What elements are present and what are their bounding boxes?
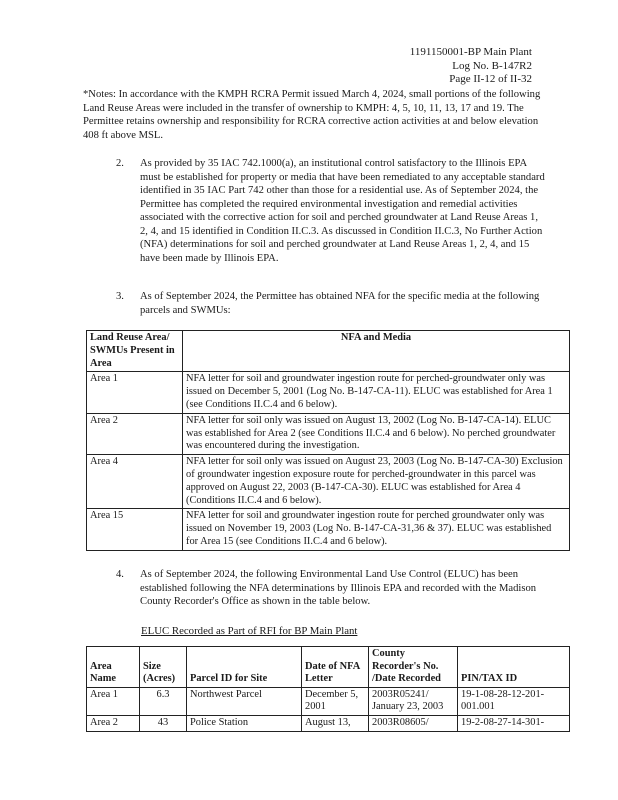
column-header: Area Name <box>87 647 140 688</box>
nfa-cell: NFA letter for soil and groundwater ingestion route for perched-groundwater only was issued on December 5, 2001 (Log No. B-147-CA-11). ELUC was established for Area 1 (see Conditions II.C.4 and 6 below). <box>183 372 570 413</box>
item-text: As provided by 35 IAC 742.1000(a), an institutional control satisfactory to the Illinois EPA must be established for property or media that have been remediated to any acceptable standard identified in 35 IAC Part 742 other than those for a residential use. As of September 2024, the Permittee has completed the required environmental investigation and remedial activities associated with the corrective action for soil and perched groundwater at Land Reuse Areas 1, 2, 4, and 15 identified in Condition II.C.3. As discussed in Condition II.C.3, No Further Action (NFA) determinations for soil and perched groundwater at Land Reuse Areas 1, 2, 4, and 15 have been made by Illinois EPA. <box>140 158 545 264</box>
page-header <box>410 46 532 87</box>
table-row <box>87 509 570 550</box>
area-cell: Area 2 <box>87 715 140 731</box>
table-row <box>87 413 570 454</box>
log-number: Log No. B-147R2 <box>452 59 532 72</box>
area-cell: Area 2 <box>87 413 183 454</box>
area-cell: Area 4 <box>87 455 183 509</box>
parcel-cell: Police Station <box>187 715 302 731</box>
item-number: 3. <box>116 291 124 302</box>
pin-cell: 19-1-08-28-12-201-001.001 <box>458 687 570 715</box>
area-cell: Area 1 <box>87 372 183 413</box>
size-cell: 6.3 <box>140 687 187 715</box>
column-header: Parcel ID for Site <box>187 647 302 688</box>
table-header-row <box>87 331 570 372</box>
nfa-table <box>86 330 570 551</box>
item-number: 2. <box>116 158 124 169</box>
column-header: Size (Acres) <box>140 647 187 688</box>
parcel-cell: Northwest Parcel <box>187 687 302 715</box>
table-row <box>87 687 570 715</box>
area-cell: Area 1 <box>87 687 140 715</box>
item-text: As of September 2024, the following Environmental Land Use Control (ELUC) has been established following the NFA determinations by Illinois EPA and recorded with the Madison County Recorder's Office as shown in the table below. <box>140 569 537 607</box>
item-text: As of September 2024, the Permittee has obtained NFA for the specific media at the following parcels and SWMUs: <box>140 291 540 316</box>
column-header: PIN/TAX ID <box>458 647 570 688</box>
table-row <box>87 715 570 731</box>
size-cell: 43 <box>140 715 187 731</box>
nfa-cell: NFA letter for soil and groundwater ingestion route for perched groundwater only was issued on November 19, 2003 (Log No. B-147-CA-31,36 & 37). ELUC was established for Area 15 (see Conditions II.C.4 and 6 below). <box>183 509 570 550</box>
column-header: Land Reuse Area/ SWMUs Present in Area <box>87 331 183 372</box>
eluc-table <box>86 646 570 732</box>
item-number: 4. <box>116 569 124 580</box>
eluc-table-title: ELUC Recorded as Part of RFI for BP Main Plant <box>141 625 358 637</box>
column-header: Date of NFA Letter <box>302 647 369 688</box>
nfa-cell: NFA letter for soil only was issued on August 23, 2003 (Log No. B-147-CA-30) Exclusion of groundwater ingestion exposure route for perched-groundwater in this parcel was approved on August 22, 2003 (B-147-CA-30). ELUC was established for Area 4 (Conditions II.C.4 and 6 below). <box>183 455 570 509</box>
recorder-cell: 2003R08605/ <box>369 715 458 731</box>
column-header: NFA and Media <box>183 331 570 372</box>
nfa-cell: NFA letter for soil only was issued on August 13, 2002 (Log No. B-147-CA-14). ELUC was established for Area 2 (see Conditions II.C.4 and 6 below). No perched groundwater was encountered during the investigation. <box>183 413 570 454</box>
date-cell: August 13, <box>302 715 369 731</box>
column-header: County Recorder's No. /Date Recorded <box>369 647 458 688</box>
recorder-cell: 2003R05241/ January 23, 2003 <box>369 687 458 715</box>
pin-cell: 19-2-08-27-14-301- <box>458 715 570 731</box>
notes-paragraph: *Notes: In accordance with the KMPH RCRA Permit issued March 4, 2024, small portions of the following Land Reuse Areas were included in the transfer of ownership to KMPH: 4, 5, 10, 11, 13, 17 and 19. The Permittee retains ownership and responsibility for RCRA corrective action activities at and below elevation 408 ft above MSL. <box>83 89 541 141</box>
table-row <box>87 372 570 413</box>
area-cell: Area 15 <box>87 509 183 550</box>
page-number: Page II-12 of II-32 <box>449 73 532 85</box>
permit-number: 1191150001-BP Main Plant <box>409 46 532 58</box>
date-cell: December 5, 2001 <box>302 687 369 715</box>
table-row <box>87 455 570 509</box>
table-header-row <box>87 647 570 688</box>
